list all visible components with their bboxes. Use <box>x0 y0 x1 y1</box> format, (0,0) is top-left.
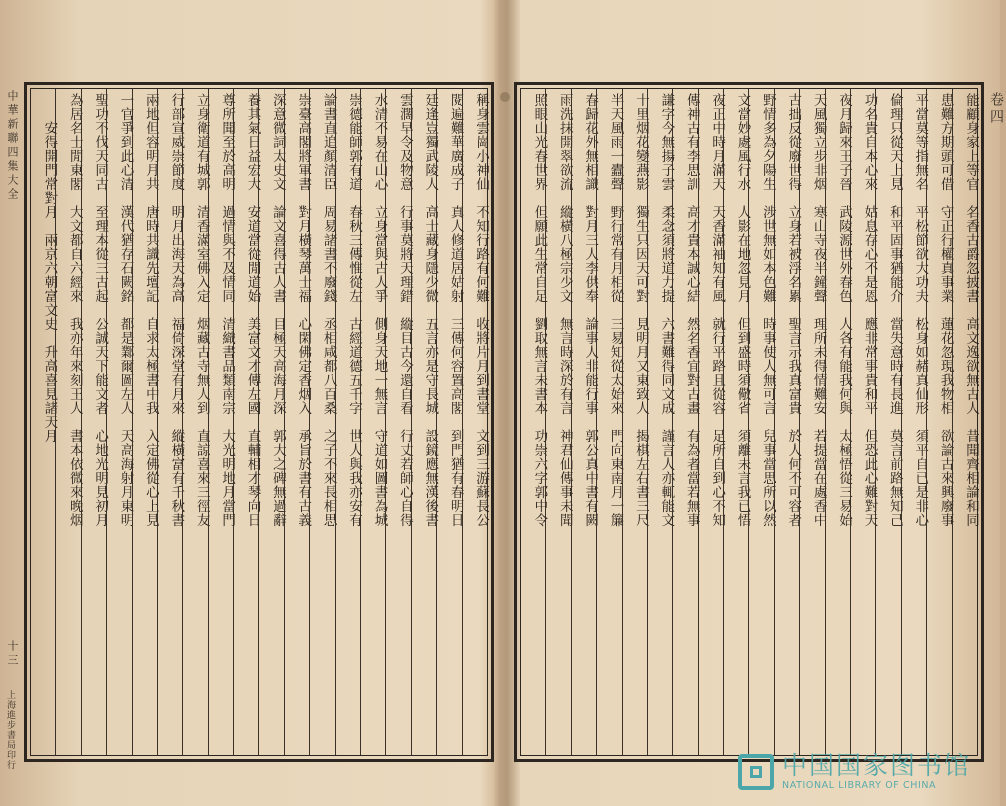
text-column: 能顧身家上等官 名香古爵忽披書 高文逸欲無古人 昔聞齊相論和同 <box>952 89 977 755</box>
right-page <box>514 82 984 762</box>
text-column: 雲濶早令及物意 行事莫將天理錯 縱目古今還自看 行丈若師心自得 <box>385 89 410 755</box>
left-margin-title: 中華新聯四集大全 <box>6 90 19 202</box>
text-column: 為居名士閒東閣 大文都自六經來 我亦年來刻王人 書本依微來晚烟 <box>55 89 80 755</box>
watermark-name-cn: 中国国家图书馆 <box>782 751 972 781</box>
text-column: 倫理只從天上見 和平固事猶能介 當失意時有長進 莫言前路無知己 <box>875 89 900 755</box>
right-page-columns <box>520 88 978 756</box>
text-column: 古拙反從廢世得 立身若被浮名累 聖言示我真富貴 於人何不可容者 <box>774 89 799 755</box>
text-column: 半天風雨一蠹聲 野行常有月相從 三易知從太始來 門向東南月一簾 <box>596 89 621 755</box>
text-column: 謙字今無揚子雲 柔念須將道力提 六書難得同文成 謹言人亦輒能文 <box>647 89 672 755</box>
text-column: 十里烟花變燕影 獨生只因天可對 見明月又東致人 揭棋左右書三尺 <box>622 89 647 755</box>
text-column: 廷逢豈獨武陵人 高士藏身隱少微 五言亦是守長城 設鏡應無漢後書 <box>411 89 436 755</box>
text-column: 野情多為夕陽生 涉世無如本色難 時事使人無可言 兒事當思所以然 <box>748 89 773 755</box>
binding-hole <box>500 92 510 102</box>
text-column: 深意微詞太史文 論文喜得古人書 目極天高海月深 郭大之碑無過辭 <box>258 89 283 755</box>
text-column: 春歸花外無相識 對月三人李供奉 論事人非能行事 郭公真中書有闕 <box>571 89 596 755</box>
text-column: 聖功不伐天同古 至理本從三古起 公誠天下能文者 心地光明見初月 <box>81 89 106 755</box>
text-column: 崇德能師郭有道 春秋三傳惟從左 古經道德五千字 世人與我亦安有 <box>335 89 360 755</box>
text-column: 天風獨立步非烟 寒山寺夜半鐘聲 理所未得情難安 若提當在處香中 <box>799 89 824 755</box>
text-column: 照眼山光春世界 但願此生常自足 劉取無言未書本 功崇六字郭中令 <box>531 93 548 527</box>
left-page <box>24 82 494 762</box>
text-column: 雨洗抹開翠欲流 縱橫八極宗少文 無言時深於有言 神君仙傳事未聞 <box>545 89 570 755</box>
text-column: 平當莫等指無名 平松節欲大功夫 松身如赭真仙形 須平自已是非心 <box>901 89 926 755</box>
text-column: 夜正中時月滿天 天香滿袖知有風 就行平路且從容 足所自到心不知 <box>698 89 723 755</box>
text-column: 水清不易在山心 立身當與古人爭 側身天地一無言 守道如圖書為城 <box>360 89 385 755</box>
text-column: 立身衛道有城郭 清香滿室佛入定 烟藏古寺無人到 直諒喜來三徑友 <box>182 89 207 755</box>
text-column: 安得開門常對月 兩京六朝富文史 升高喜見諸天月 <box>41 93 58 443</box>
text-column: 行部宣威崇節度 明月出海天為高 福倚深堂有月來 縱橫富有千秋書 <box>157 89 182 755</box>
text-column: 論書直追顏清臣 周易諸書不廢錢 丞相咸都八百桑 之子不來長相思 <box>309 89 334 755</box>
watermark-name-en: NATIONAL LIBRARY OF CHINA <box>782 779 937 791</box>
text-column: 兩地但容明月共 唐時共識先壇記 自求太極書中我 入定佛從心上見 <box>132 89 157 755</box>
library-watermark <box>738 746 994 798</box>
right-margin-title: 卷四 <box>988 92 1004 126</box>
text-column: 稱身雲崗小神仙 不知行路有何難 收將片月到書堂 文到三游蘇長公 <box>462 89 487 755</box>
library-logo-icon <box>738 754 774 790</box>
text-column: 功名貴自本心來 姑息存心不是恩 應非常事貴和平 但恐此心難對天 <box>850 89 875 755</box>
left-margin-page-number: 十三 <box>6 640 19 668</box>
text-column: 患難方期頭可借 守正行權真事業 蓮花忽現我物相 欲論古來興廢事 <box>926 89 951 755</box>
text-column: 崇臺高閣將軍書 對月橫琴萬士福 心閑佛定香烟入 承旨於書有古義 <box>284 89 309 755</box>
text-column: 養其氣日益宏大 安道當從閒道始 美富文才傳左國 直輔相才琴向日 <box>233 89 258 755</box>
left-margin-publisher: 上海進步書局印行 <box>5 690 15 770</box>
text-column: 夜月歸來王子晉 武陵源世外春色 人各有能我何與 太極悟從三易始 <box>825 89 850 755</box>
text-column: 一官爭到此心清 漢代猶存石闕銘 都是鄴爾圖左人 天高海射月東明 <box>106 89 131 755</box>
text-column: 閱遍難華廣成子 真人修道居姑射 三傳何容置高閣 到門猶有春明日 <box>436 89 461 755</box>
text-column: 尊所聞至於高明 過情與不及情同 清織書品類南宗 大光明地月當門 <box>208 89 233 755</box>
text-column: 文當妙處風行水 人影在地忽見月 但到盛時須儆省 須離未言我已悟 <box>723 89 748 755</box>
text-column: 傳神古有李思訓 高才貴本誠心結 然名香宜對古畫 有為者當若無事 <box>672 89 697 755</box>
left-page-columns <box>30 88 488 756</box>
